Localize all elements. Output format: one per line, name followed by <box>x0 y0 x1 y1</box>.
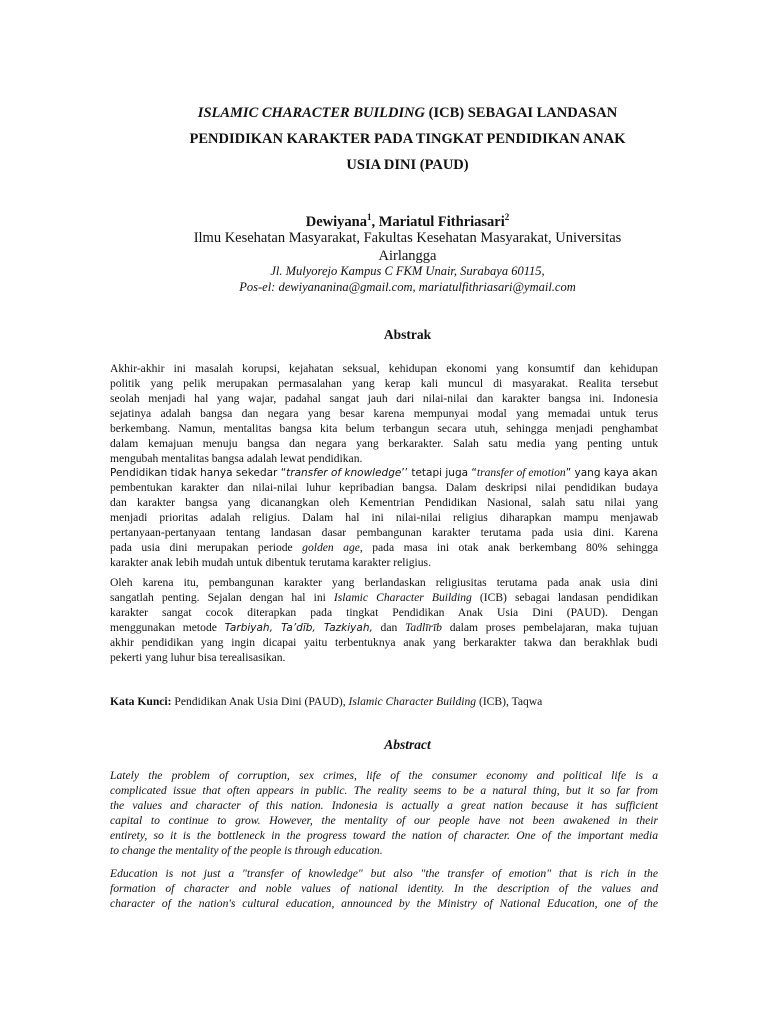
text-line: pada usia dini merupakan periode golden age, pada masa ini otak anak berkembang 80% sehingga <box>110 541 658 554</box>
text-line: sejatinya adalah bangsa dan negara yang besar karena mempunyai modal yang memadai untuk terus <box>110 407 658 420</box>
author-list: Dewiyana$^1$, Mariatul Fithriasari$^2$ <box>305 212 510 230</box>
text-line: complicated issue that often appears in public. The reality seems to be a natural thing, but it so far from <box>110 784 658 797</box>
text-line: Pendidikan tidak hanya sekedar “transfer of knowledge’’ tetapi juga “transfer of emotion” yang kaya akan <box>110 466 658 479</box>
affiliation-line-1: Ilmu Kesehatan Masyarakat, Fakultas Kesehatan Masyarakat, Universitas <box>193 230 622 246</box>
title-italic-part: ISLAMIC CHARACTER BUILDING <box>197 105 426 121</box>
address <box>150 263 665 295</box>
text-line: Education is not just a "transfer of knowledge" but also "the transfer of emotion" that is rich in the <box>110 867 658 880</box>
text-line: seolah menjadi hal yang wajar, padahal sangat jauh dari nilai-nilai dan karakter bangsa ini. Indonesia <box>110 392 658 405</box>
text-line: dan karakter bangsa yang dicanangkan oleh Kementrian Pendidikan Nasional, salah satu nilai yang <box>110 496 658 509</box>
text-line: politik yang pelik merupakan permasalahan yang kerap kali muncul di masyarakat. Realita tersebut <box>110 377 658 390</box>
title-line-3: USIA DINI (PAUD) <box>346 157 469 173</box>
text-line: menjadi prioritas adalah religius. Dalam hal ini nilai-nilai religius diharapkan mampu menjawab <box>110 511 658 524</box>
abstract-paragraph-2 <box>110 866 658 911</box>
author-1: Dewiyana <box>305 213 367 230</box>
abstrak-heading: Abstrak <box>383 327 432 342</box>
text-line: berkembang. Namun, mentalitas bangsa kita belum terbangun secara utuh, sehingga menjadi penghambat <box>110 422 658 435</box>
abstract-heading: Abstract <box>384 737 431 752</box>
author-2: Mariatul Fithriasari <box>378 213 505 230</box>
text-line: the values and character of this nation. Indonesia is actually a great nation because it has sufficient <box>110 799 658 812</box>
text-line: Lately the problem of corruption, sex crimes, life of the consumer economy and political life is a <box>110 769 658 782</box>
text-line: karakter anak lebih mudah untuk dibentuk terutama karakter religius. <box>110 556 431 569</box>
text-line: Akhir-akhir ini masalah korupsi, kejahatan seksual, kehidupan ekonomi yang konsumtif dan kehidupan <box>110 362 658 375</box>
abstrak-paragraph-2 <box>110 465 658 570</box>
text-line: pembentukan karakter dan nilai-nilai luhur kepribadian bangsa. Dalam deskripsi nilai pendidikan budaya <box>110 481 658 494</box>
abstract-paragraph-1 <box>110 768 658 858</box>
affiliation <box>150 229 665 265</box>
text-line: menggunakan metode Tarbiyah, Ta’dīb, Tazkiyah, dan Tadlīrīb dalam proses pembelajaran, maka tujuan <box>110 621 658 634</box>
author-1-mark: 1 <box>366 212 372 222</box>
text-line: to change the mentality of the people is through education. <box>110 844 383 857</box>
keywords: Kata Kunci: Pendidikan Anak Usia Dini (PAUD), Islamic Character Building (ICB), Taqwa <box>110 695 543 708</box>
text-line: sangatlah penting. Sejalan dengan hal ini Islamic Character Building (ICB) sebagai landasan pendidikan <box>110 591 658 604</box>
text-line: entirety, so it is the bottleneck in the progress toward the nation of character. One of the important media <box>110 829 658 842</box>
title-line-1: ISLAMIC CHARACTER BUILDING (ICB) SEBAGAI LANDASAN <box>197 105 618 121</box>
text-line: capital to continue to grow. However, the mentality of our people have not been awakened in their <box>110 814 658 827</box>
keywords-label: Kata Kunci: <box>110 695 172 708</box>
affiliation-line-2: Airlangga <box>378 248 437 264</box>
address-line: Jl. Mulyorejo Kampus C FKM Unair, Surabaya 60115, <box>270 264 545 278</box>
text-line: akhir pendidikan yang ingin dicapai yaitu terbentuknya anak yang berkarakter takwa dan berakhlak budi <box>110 636 658 649</box>
text-line: pertanyaan-pertanyaan tentang landasan dasar pembangunan karakter terutama pada usia dini. Karena <box>110 526 658 539</box>
email-line: Pos-el: dewiyananina@gmail.com, mariatulfithriasari@ymail.com <box>239 280 576 294</box>
text-line: character of the nation's cultural education, announced by the Ministry of National Education, one of the <box>110 897 658 910</box>
abstrak-paragraph-3 <box>110 575 658 665</box>
author-2-mark: 2 <box>504 212 510 222</box>
text-line: pekerti yang luhur bisa terealisasikan. <box>110 651 286 664</box>
text-line: mengubah mentalitas bangsa adalah lewat pendidikan. <box>110 452 363 465</box>
text-line: formation of character and noble values of national identity. In the description of the values and <box>110 882 658 895</box>
paper-title <box>150 100 665 178</box>
text-line: Oleh karena itu, pembangunan karakter yang berlandaskan religiusitas terutama pada anak usia dini <box>110 576 658 589</box>
text-line: dalam kemajuan menuju bangsa dan negara yang berkarakter. Salah satu media yang penting untuk <box>110 437 658 450</box>
text-line: karakter sangat cocok diterapkan pada tingkat Pendidikan Anak Usia Dini (PAUD). Dengan <box>110 606 658 619</box>
abstrak-paragraph-1 <box>110 361 658 466</box>
title-line-2: PENDIDIKAN KARAKTER PADA TINGKAT PENDIDIKAN ANAK <box>189 131 626 147</box>
